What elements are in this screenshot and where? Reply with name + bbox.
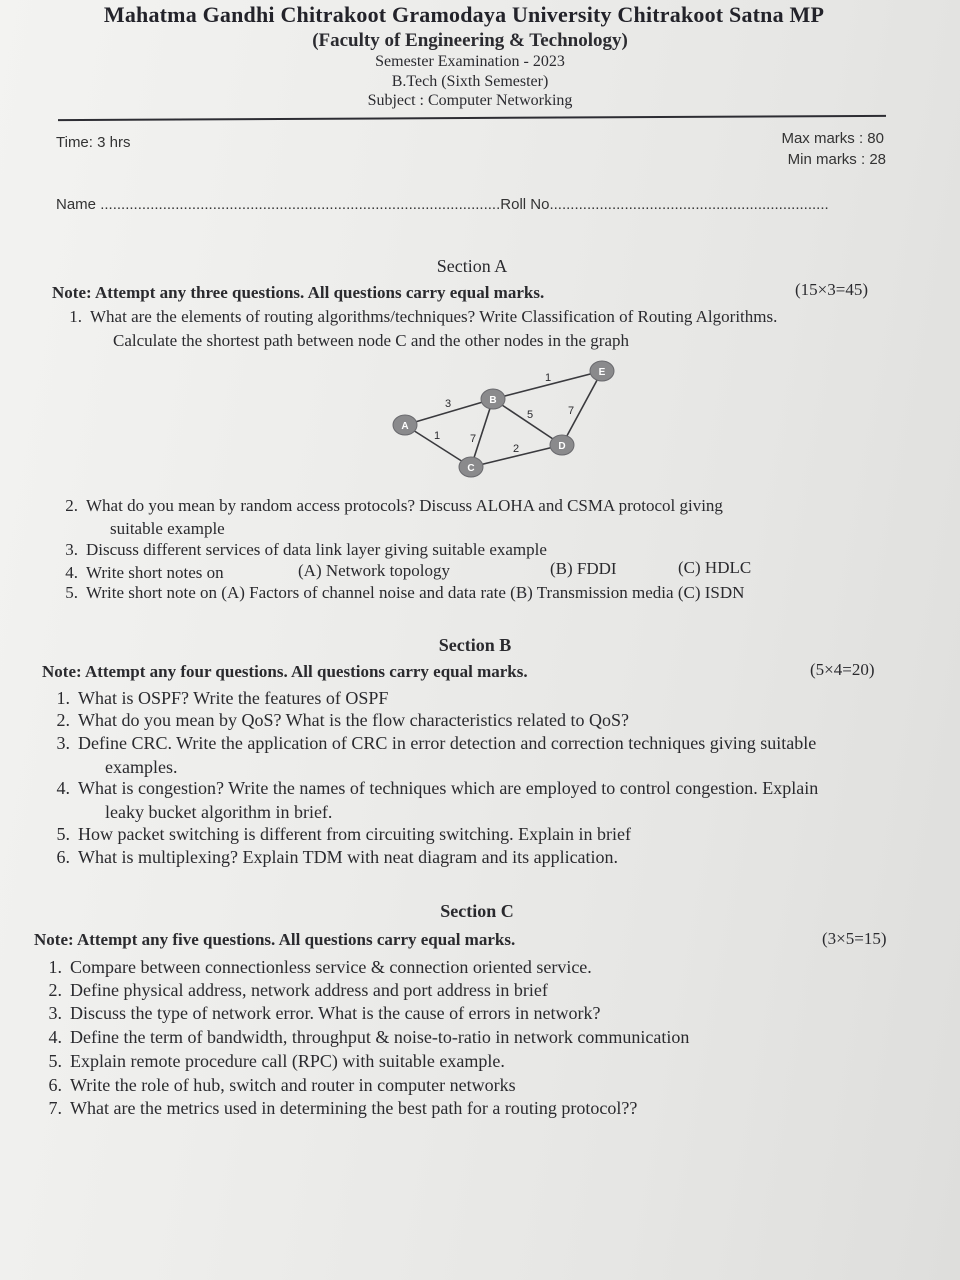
subject-name: Subject : Computer Networking bbox=[367, 92, 573, 109]
weight-d-e: 7 bbox=[568, 405, 575, 417]
exam-name: Semester Examination - 2023 bbox=[375, 53, 565, 70]
section-c-marks: (3×5=15) bbox=[822, 929, 887, 948]
section-a-q1-cont: Calculate the shortest path between node C and the other nodes in the graph bbox=[113, 331, 629, 350]
question-number: 1. bbox=[56, 688, 70, 708]
section-b-q3-cont: examples. bbox=[105, 757, 178, 777]
weight-a-c: 1 bbox=[434, 430, 441, 442]
section-a-note: Note: Attempt any three questions. All questions carry equal marks. bbox=[52, 283, 545, 302]
question-number: 5. bbox=[48, 1051, 62, 1071]
question-text: What is congestion? Write the names of techniques which are employed to control congestion. Explain bbox=[78, 778, 819, 798]
section-a-q4-b: (B) FDDI bbox=[550, 559, 617, 578]
question-number: 3. bbox=[56, 733, 70, 753]
question-text: What is multiplexing? Explain TDM with neat diagram and its application. bbox=[78, 847, 619, 867]
question-text: Write short notes on bbox=[86, 563, 224, 582]
question-text: Discuss different services of data link layer giving suitable example bbox=[86, 540, 547, 559]
faculty-name: (Faculty of Engineering & Technology) bbox=[312, 30, 628, 51]
section-b-q4 bbox=[40, 777, 818, 799]
section-c-q2 bbox=[32, 979, 548, 1001]
question-number: 2. bbox=[48, 980, 62, 1000]
node-b-label: B bbox=[489, 395, 497, 406]
min-marks: Min marks : 28 bbox=[787, 151, 886, 168]
section-b-q5 bbox=[40, 823, 631, 845]
question-number: 2. bbox=[56, 710, 70, 730]
question-number: 5. bbox=[56, 824, 70, 844]
roll-label: Roll No. bbox=[500, 196, 554, 213]
section-c-note: Note: Attempt any five questions. All questions carry equal marks. bbox=[34, 930, 516, 949]
section-a-marks: (15×3=45) bbox=[795, 280, 868, 299]
question-text: What do you mean by QoS? What is the flow characteristics related to QoS? bbox=[78, 710, 630, 730]
max-marks: Max marks : 80 bbox=[781, 130, 884, 147]
question-number: 1. bbox=[48, 957, 62, 977]
edge-b-d bbox=[493, 399, 562, 445]
weight-b-c: 7 bbox=[470, 433, 477, 445]
section-b-note: Note: Attempt any four questions. All questions carry equal marks. bbox=[42, 662, 528, 681]
time-allowed: Time: 3 hrs bbox=[56, 134, 131, 151]
question-text: Define the term of bandwidth, throughput & noise-to-ratio in network communication bbox=[70, 1027, 690, 1047]
question-number: 3. bbox=[48, 1003, 62, 1023]
node-a-label: A bbox=[401, 421, 409, 432]
section-c-title: Section C bbox=[440, 901, 514, 921]
section-b-q1 bbox=[40, 687, 388, 709]
question-number: 3. bbox=[65, 540, 78, 559]
section-c-q7 bbox=[32, 1097, 637, 1119]
question-number: 4. bbox=[48, 1027, 62, 1047]
section-b-marks: (5×4=20) bbox=[810, 660, 875, 679]
name-label: Name bbox=[56, 196, 97, 213]
question-text: What is OSPF? Write the features of OSPF bbox=[78, 688, 389, 708]
section-a-q2-cont: suitable example bbox=[110, 519, 225, 538]
question-text: Discuss the type of network error. What is the cause of errors in network? bbox=[70, 1003, 601, 1023]
section-b-title: Section B bbox=[438, 635, 512, 655]
question-text: How packet switching is different from circuiting switching. Explain in brief bbox=[78, 824, 632, 844]
roll-blank: .................................................................. bbox=[553, 196, 829, 213]
section-c-q3 bbox=[32, 1002, 601, 1024]
section-a-q1 bbox=[52, 305, 777, 328]
question-number: 2. bbox=[65, 496, 78, 515]
node-d-label: D bbox=[558, 441, 566, 452]
section-b-q2 bbox=[40, 709, 629, 731]
section-c-q1 bbox=[32, 956, 592, 978]
question-text: Define physical address, network address and port address in brief bbox=[70, 980, 548, 1000]
weight-c-d: 2 bbox=[513, 443, 520, 455]
question-number: 4. bbox=[65, 563, 78, 582]
section-a-title: Section A bbox=[436, 256, 508, 276]
question-text: What are the metrics used in determining the best path for a routing protocol?? bbox=[70, 1098, 638, 1118]
section-c-q6 bbox=[32, 1074, 516, 1096]
question-number: 6. bbox=[56, 847, 70, 867]
question-number: 4. bbox=[56, 778, 70, 798]
section-a-q2 bbox=[48, 494, 723, 517]
course-name: B.Tech (Sixth Semester) bbox=[391, 73, 549, 90]
question-text: Write the role of hub, switch and router in computer networks bbox=[70, 1075, 516, 1095]
question-text: What do you mean by random access protocols? Discuss ALOHA and CSMA protocol giving bbox=[86, 496, 723, 515]
section-c-q4 bbox=[32, 1026, 689, 1048]
section-b-q3 bbox=[40, 732, 816, 754]
weight-a-b: 3 bbox=[445, 398, 452, 410]
question-number: 7. bbox=[48, 1098, 62, 1118]
question-text: Explain remote procedure call (RPC) with suitable example. bbox=[70, 1051, 505, 1071]
university-title: Mahatma Gandhi Chitrakoot Gramodaya University Chitrakoot Satna MP bbox=[103, 2, 825, 27]
section-a-q4-c: (C) HDLC bbox=[678, 558, 752, 577]
question-text: Define CRC. Write the application of CRC in error detection and correction techniques giving suitable bbox=[78, 733, 817, 753]
weight-b-d: 5 bbox=[527, 409, 534, 421]
question-number: 6. bbox=[48, 1075, 62, 1095]
question-text: Compare between connectionless service & connection oriented service. bbox=[70, 957, 592, 977]
name-blank: ................................................................................................ bbox=[100, 196, 501, 213]
name-roll-row bbox=[56, 196, 884, 213]
node-e-label: E bbox=[598, 367, 606, 378]
node-c-label: C bbox=[467, 463, 475, 474]
section-b-q6 bbox=[40, 846, 618, 868]
question-number: 5. bbox=[65, 583, 78, 602]
section-b-q4-cont: leaky bucket algorithm in brief. bbox=[105, 802, 333, 822]
network-graph bbox=[385, 355, 635, 485]
header-divider bbox=[58, 115, 886, 121]
section-a-q4-a: (A) Network topology bbox=[298, 561, 451, 580]
section-c-q5 bbox=[32, 1050, 505, 1072]
section-a-q5 bbox=[48, 581, 744, 604]
question-text: Write short note on (A) Factors of channel noise and data rate (B) Transmission media (C) ISDN bbox=[86, 583, 745, 602]
section-a-q3 bbox=[48, 538, 547, 561]
weight-b-e: 1 bbox=[545, 372, 552, 384]
question-text: What are the elements of routing algorithms/techniques? Write Classification of Routing Algorithms. bbox=[90, 307, 778, 326]
question-number: 1. bbox=[69, 307, 82, 326]
